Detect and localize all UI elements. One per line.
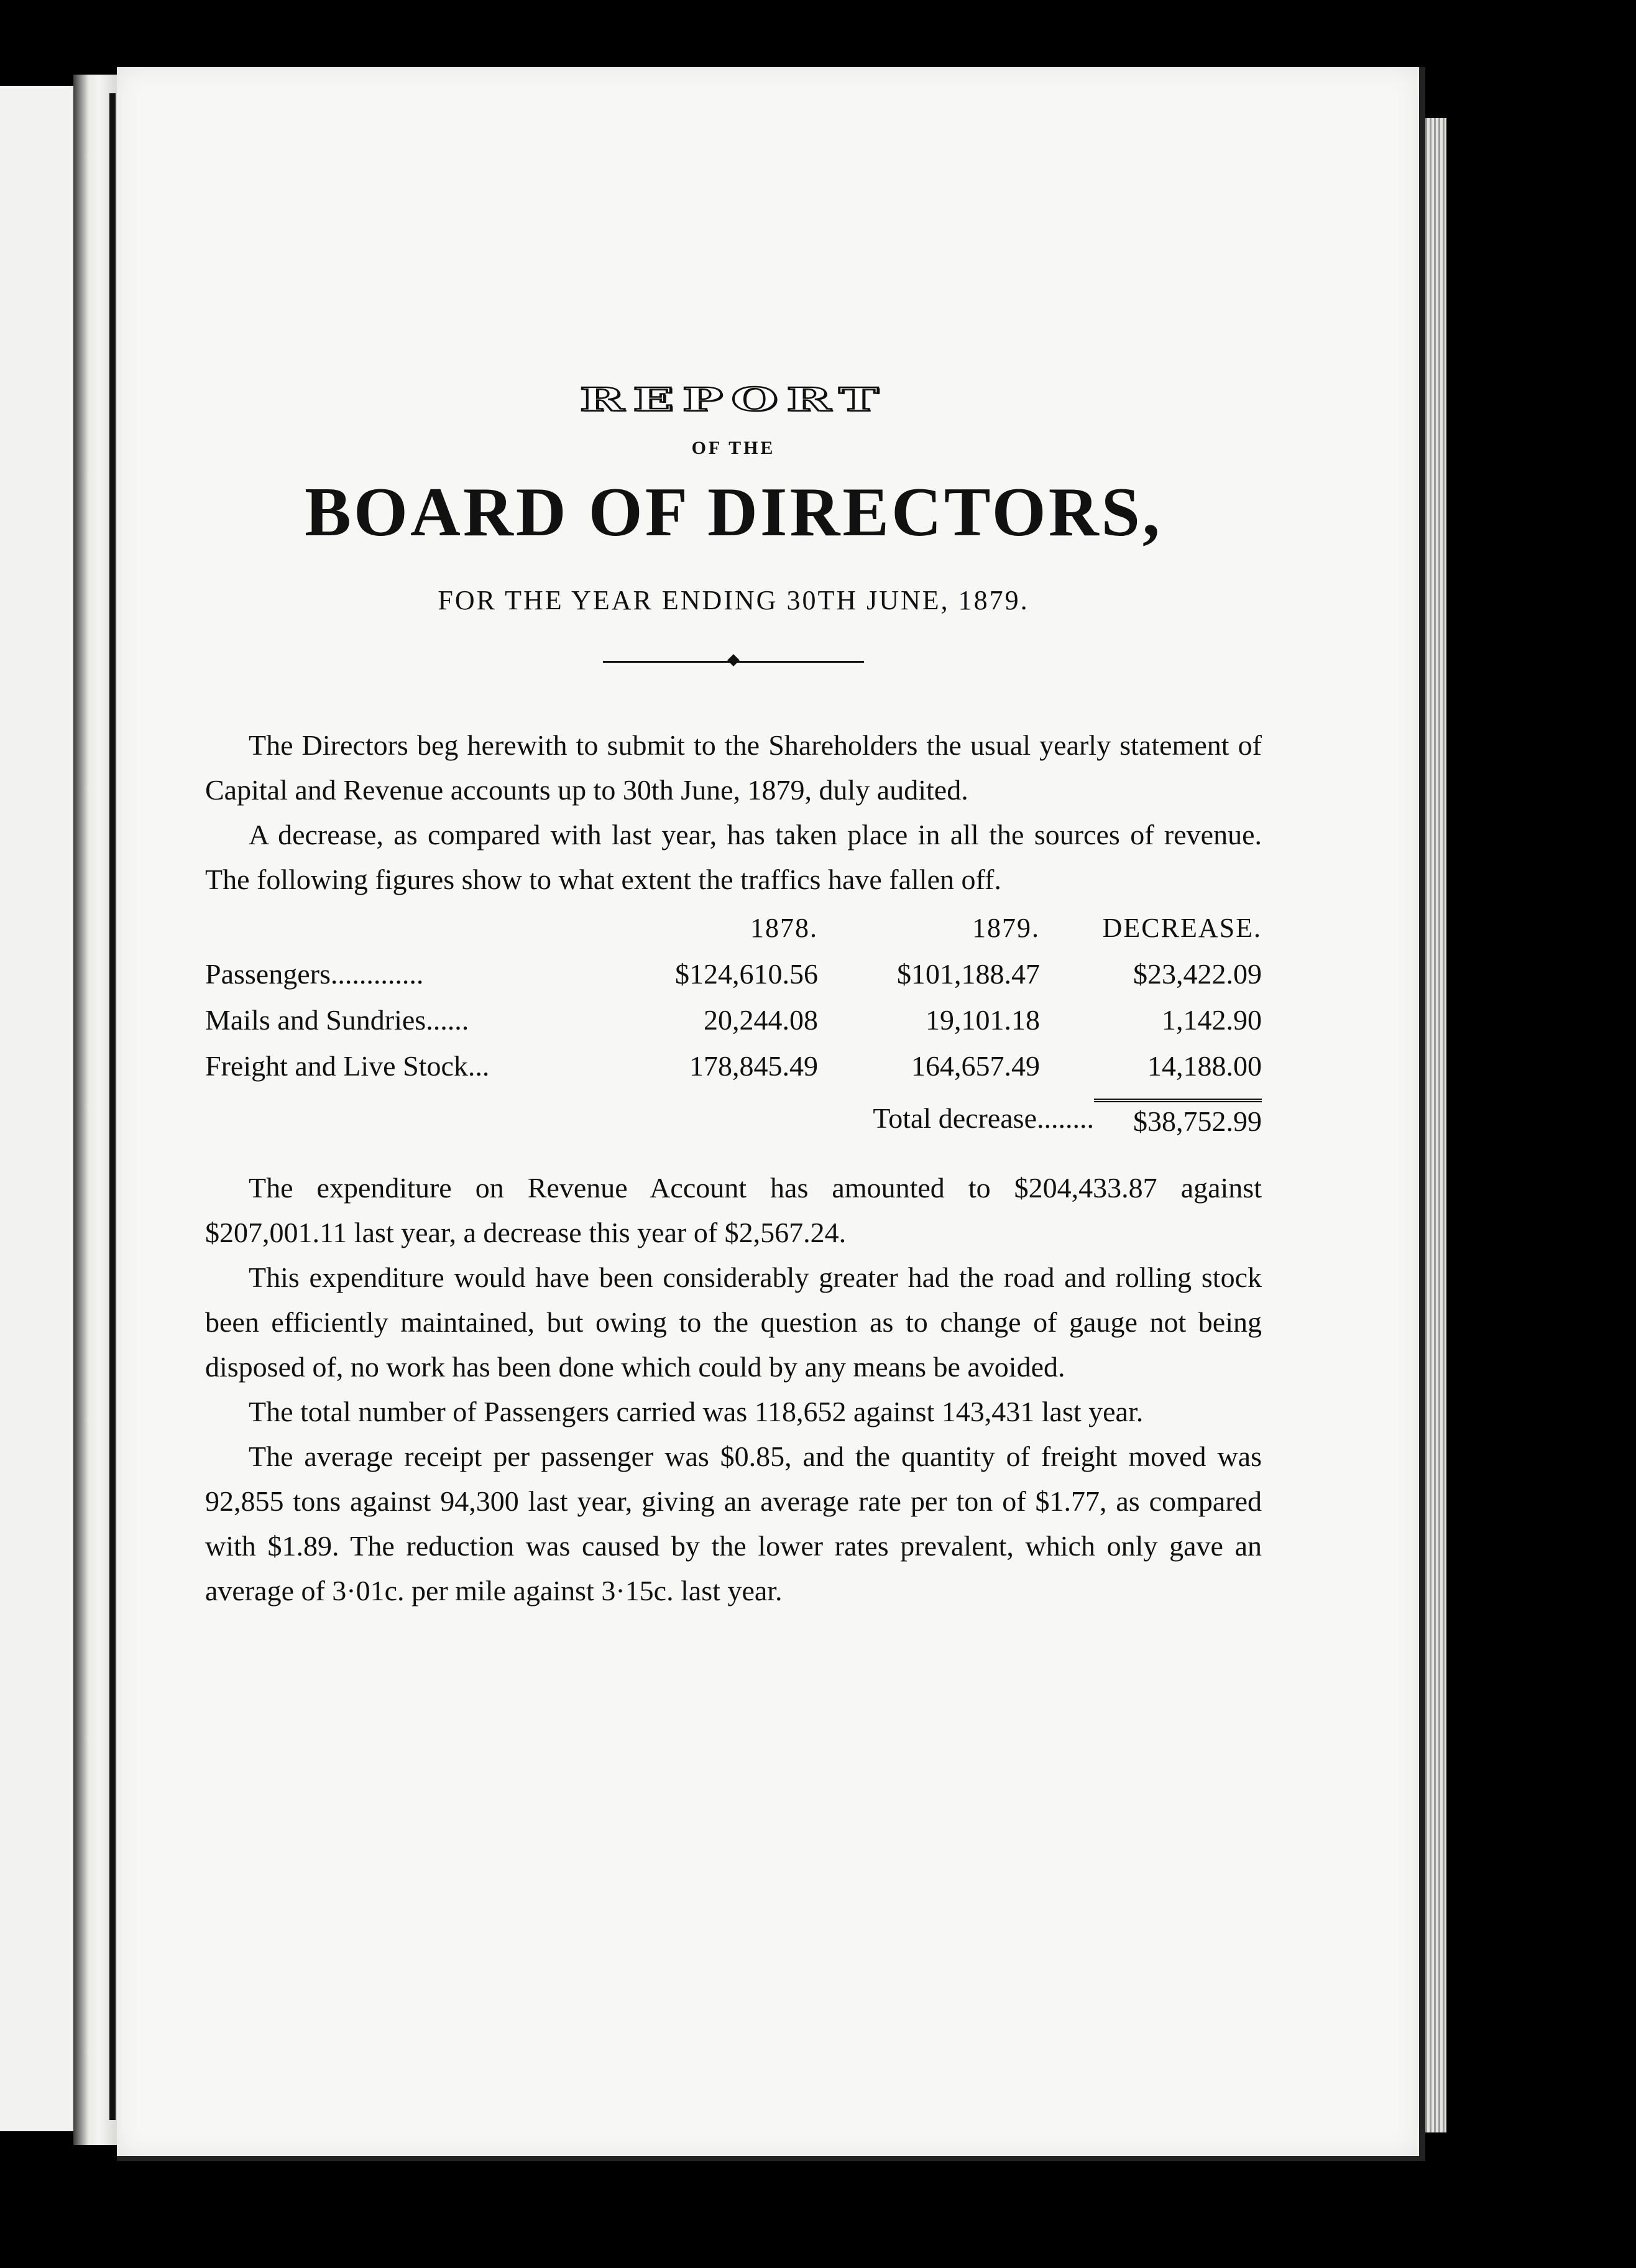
table-cell: $101,188.47 bbox=[897, 957, 1040, 990]
table-header-cell bbox=[205, 905, 607, 951]
table-header-row bbox=[205, 905, 1262, 951]
title-year-ending: FOR THE YEAR ENDING 30TH JUNE, 1879. bbox=[438, 585, 1029, 615]
revenue-table bbox=[205, 905, 1262, 1141]
page-content bbox=[205, 373, 1262, 1613]
title-of-the: OF THE bbox=[691, 438, 776, 458]
paragraph-freight: The average receipt per passenger was $0.85, and the quantity of freight moved was 92,855 tons against 94,300 last year, giving an average rate per ton of $1.77, as compared with $1.89. The reduction was caused by the lower rates prevalent, which only gave an average of 3·01c. per mile against 3·15c. last year. bbox=[205, 1441, 1262, 1606]
paragraph-expenditure: The expenditure on Revenue Account has amounted to $204,433.87 against $207,001.11 last year, a decrease this year of $2,567.24. bbox=[205, 1172, 1262, 1248]
table-cell: 1,142.90 bbox=[1162, 1003, 1262, 1036]
title-board-of-directors: BOARD OF DIRECTORS, bbox=[305, 474, 1162, 551]
table-cell: Mails and Sundries...... bbox=[205, 1003, 469, 1036]
table-cell: Passengers............. bbox=[205, 957, 424, 990]
table-header-cell: DECREASE. bbox=[1102, 912, 1262, 943]
table-cell: 19,101.18 bbox=[926, 1003, 1040, 1036]
page-edges bbox=[1425, 118, 1446, 2132]
left-page-fragment bbox=[0, 86, 77, 2131]
total-decrease-value: $38,752.99 bbox=[1094, 1099, 1262, 1138]
paragraph-intro: The Directors beg herewith to submit to the Shareholders the usual yearly statement of Capital and Revenue accounts up to 30th June, 1879, duly audited. bbox=[205, 729, 1262, 806]
table-cell: Freight and Live Stock... bbox=[205, 1049, 490, 1082]
table-header-cell: 1879. bbox=[972, 912, 1040, 943]
table-row bbox=[205, 1043, 1262, 1089]
paragraph-maintenance: This expenditure would have been considerably greater had the road and rolling stock been efficiently maintained, but owing to the question as to change of gauge not being disposed of, no work has been done which could by any means be avoided. bbox=[205, 1261, 1262, 1383]
table-cell: 164,657.49 bbox=[911, 1049, 1040, 1082]
table-cell: 14,188.00 bbox=[1147, 1049, 1262, 1082]
binding-stitch bbox=[109, 93, 116, 2120]
paragraph-decrease: A decrease, as compared with last year, has taken place in all the sources of revenue. The following figures show to what extent the traffics have fallen off. bbox=[205, 819, 1262, 895]
table-cell: $23,422.09 bbox=[1133, 957, 1262, 990]
table-header-cell: 1878. bbox=[750, 912, 818, 943]
table-row bbox=[205, 951, 1262, 997]
total-decrease-line bbox=[205, 1095, 1262, 1141]
table-cell: $124,610.56 bbox=[675, 957, 818, 990]
paragraph-passengers: The total number of Passengers carried was 118,652 against 143,431 last year. bbox=[249, 1396, 1144, 1427]
table-cell: 20,244.08 bbox=[704, 1003, 818, 1036]
table-row bbox=[205, 997, 1262, 1043]
title-report: REPORT bbox=[579, 380, 888, 418]
table-cell: 178,845.49 bbox=[689, 1049, 818, 1082]
rule-diamond-icon bbox=[727, 654, 740, 666]
ornamental-rule bbox=[603, 660, 864, 663]
total-decrease-label: Total decrease........ bbox=[873, 1102, 1094, 1134]
